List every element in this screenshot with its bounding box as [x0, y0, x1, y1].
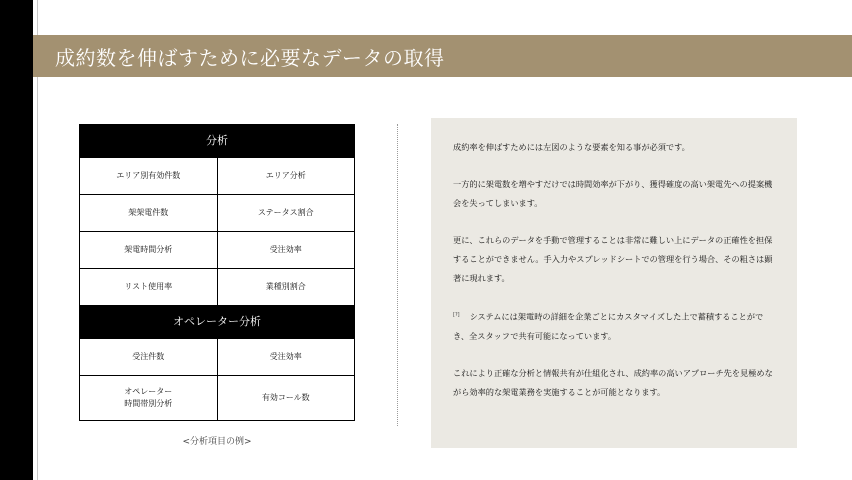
- table-cell: エリア別有効件数: [80, 158, 218, 195]
- table-cell: オペレーター 時間帯別分析: [80, 376, 218, 421]
- table-cell: リスト使用率: [80, 269, 218, 306]
- title-band: [33, 35, 852, 77]
- analysis-table: [79, 124, 355, 421]
- table-row: [80, 232, 355, 269]
- table-cell: エリア分析: [217, 158, 355, 195]
- table-row: [80, 269, 355, 306]
- description-paragraph: システムには架電時の詳細を企業ごとにカスタマイズした上で蓄積することができ、全スタッフで共有可能になっています。: [453, 311, 764, 341]
- table-section-header-row: [80, 306, 355, 339]
- description-paragraph: 更に、これらのデータを手動で管理することは非常に難しい上にデータの正確性を担保することができません。手入力やスプレッドシートでの管理を行う場合、その粗さは顕著に現れます。: [453, 235, 773, 283]
- dotted-divider: [397, 124, 398, 426]
- table-row: [80, 376, 355, 421]
- table-section-header: 分析: [80, 125, 355, 158]
- table-cell: 受注件数: [80, 339, 218, 376]
- analysis-table-wrapper: [79, 124, 355, 421]
- description-paragraph: 成約率を伸ばすためには左図のような要素を知る事が必須です。: [453, 142, 690, 152]
- table-cell: ステータス割合: [217, 195, 355, 232]
- table-cell: 架電時間分析: [80, 232, 218, 269]
- table-cell: 受注効率: [217, 339, 355, 376]
- table-row: [80, 158, 355, 195]
- table-row: [80, 339, 355, 376]
- table-cell: 有効コール数: [217, 376, 355, 421]
- table-cell: 架架電件数: [80, 195, 218, 232]
- left-accent-bar: [0, 0, 33, 480]
- broken-image-icon: [?]: [453, 312, 460, 318]
- description-paragraph: これにより正確な分析と情報共有が仕組化され、成約率の高いアプローチ先を見極めながら効率的な架電業務を実施することが可能となります。: [453, 367, 773, 397]
- table-section-header: オペレーター分析: [80, 306, 355, 339]
- table-caption: <分析項目の例>: [182, 437, 252, 447]
- table-section-header-row: [80, 125, 355, 158]
- table-row: [80, 195, 355, 232]
- table-cell: 業種別割合: [217, 269, 355, 306]
- slide-title: 成約数を伸ばすために必要なデータの取得: [55, 45, 445, 70]
- description-paragraph-with-marker: [453, 306, 775, 346]
- table-cell: 受注効率: [217, 232, 355, 269]
- description-paragraph: 一方的に架電数を増やすだけでは時間効率が下がり、獲得確度の高い架電先への提案機会を失ってしまいます。: [453, 179, 773, 208]
- description-panel: [431, 118, 797, 448]
